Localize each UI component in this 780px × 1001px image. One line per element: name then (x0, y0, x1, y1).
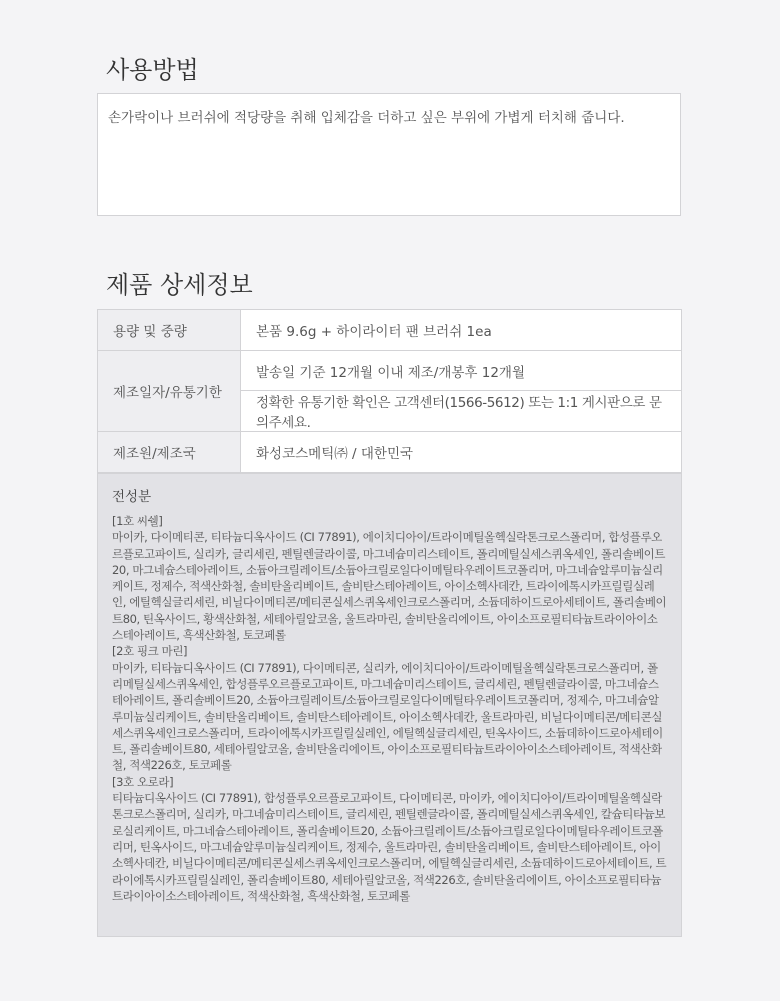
expiry-note: 정확한 유통기한 확인은 고객센터(1566-5612) 또는 1:1 게시판으로 문의주세요. (241, 391, 682, 432)
expiry-label: 제조일자/유통기한 (98, 351, 241, 432)
usage-section-title: 사용방법 (106, 56, 199, 84)
product-detail-table (97, 309, 682, 473)
ingredient-group-text: 마이카, 다이메티콘, 티타늄디옥사이드 (CI 77891), 에이치디아이/트라이메틸올헥실락톤크로스폴리머, 합성플루오르플로고파이트, 실리카, 글리세린, 펜틸렌글라이콜, 마그네슘미리스테이트, 폴리메틸실세스퀴옥세인, 폴리솔베이트20, 마그네슘스테아레이트, 소듐아크릴레이트/소듐아크릴로일다이메틸타우레이트코폴리머, 마그네슘알루미늄실리케이트, 정제수, 적색산화철, 솔비탄올리베이트, 솔비탄스테아레이트, 아이소헥사데칸, 트라이에톡시카프릴릴실레인, 에틸헥실글리세린, 비닐다이메티콘/메티콘실세스퀴옥세인크로스폴리머, 소듐데하이드로아세테이트, 폴리솔베이트80, 틴옥사이드, 황색산화철, 세테아릴알코올, 울트라마린, 솔비탄올리에이트, 아이소프로필티타늄트라이아이소스테아레이트, 흑색산화철, 토코페롤 (112, 530, 667, 643)
detail-section-title: 제품 상세정보 (106, 271, 253, 299)
table-row (98, 310, 682, 351)
table-row (98, 351, 682, 391)
ingredients-panel (97, 473, 682, 937)
maker-label: 제조원/제조국 (98, 432, 241, 473)
ingredient-group-name: [3호 오로라] (112, 774, 174, 789)
maker-value: 화성코스메틱㈜ / 대한민국 (241, 432, 682, 473)
expiry-value: 발송일 기준 12개월 이내 제조/개봉후 12개월 (241, 351, 682, 391)
capacity-label: 용량 및 중량 (98, 310, 241, 351)
usage-box (97, 93, 681, 216)
ingredient-group-2 (112, 643, 667, 773)
ingredients-title: 전성분 (112, 489, 152, 505)
usage-text: 손가락이나 브러쉬에 적당량을 취해 입체감을 더하고 싶은 부위에 가볍게 터치해 줍니다. (108, 110, 625, 126)
ingredient-group-text: 마이카, 티타늄디옥사이드 (CI 77891), 다이메티콘, 실리카, 에이치디아이/트라이메틸올헥실락톤크로스폴리머, 폴리메틸실세스퀴옥세인, 합성플루오르플로고파이트, 마그네슘미리스테이트, 글리세린, 펜틸렌글라이콜, 마그네슘스테아레이트, 폴리솔베이트20, 소듐아크릴레이트/소듐아크릴로일다이메틸타우레이트코폴리머, 정제수, 마그네슘알루미늄실리케이트, 솔비탄올리베이트, 솔비탄스테아레이트, 아이소헥사데칸, 울트라마린, 비닐다이메티콘/메티콘실세스퀴옥세인크로스폴리머, 트라이에톡시카프릴릴실레인, 에틸헥실글리세린, 틴옥사이드, 소듐데하이드로아세테이트, 폴리솔베이트80, 세테아릴알코올, 솔비탄올리에이트, 아이소프로필티타늄트라이아이소스테아레이트, 적색산화철, 적색226호, 토코페롤 (112, 660, 663, 773)
capacity-value: 본품 9.6g + 하이라이터 팬 브러쉬 1ea (241, 310, 682, 351)
ingredient-group-text: 티타늄디옥사이드 (CI 77891), 합성플루오르플로고파이트, 다이메티콘, 마이카, 에이치디아이/트라이메틸올헥실락톤크로스폴리머, 실리카, 마그네슘미리스테이트, 글리세린, 펜틸렌글라이콜, 폴리메틸실세스퀴옥세인, 칼슘티타늄보로실리케이트, 마그네슘스테아레이트, 폴리솔베이트20, 소듐아크릴레이트/소듐아크릴로일다이메틸타우레이트코폴리머, 틴옥사이드, 마그네슘알루미늄실리케이트, 정제수, 울트라마린, 솔비탄올리베이트, 솔비탄스테아레이트, 아이소헥사데칸, 비닐다이메티콘/메티콘실세스퀴옥세인크로스폴리머, 에틸헥실글리세린, 소듐데하이드로아세테이트, 트라이에톡시카프릴릴실레인, 폴리솔베이트80, 세테아릴알코올, 적색226호, 솔비탄올리에이트, 아이소프로필티타늄트라이아이소스테아레이트, 적색산화철, 흑색산화철, 토코페롤 (112, 791, 667, 903)
table-row (98, 432, 682, 473)
ingredient-group-name: [2호 핑크 마린] (112, 644, 188, 659)
ingredient-group-3 (112, 774, 667, 904)
ingredient-group-name: [1호 씨쉘] (112, 514, 163, 528)
ingredient-group-1 (112, 513, 667, 643)
